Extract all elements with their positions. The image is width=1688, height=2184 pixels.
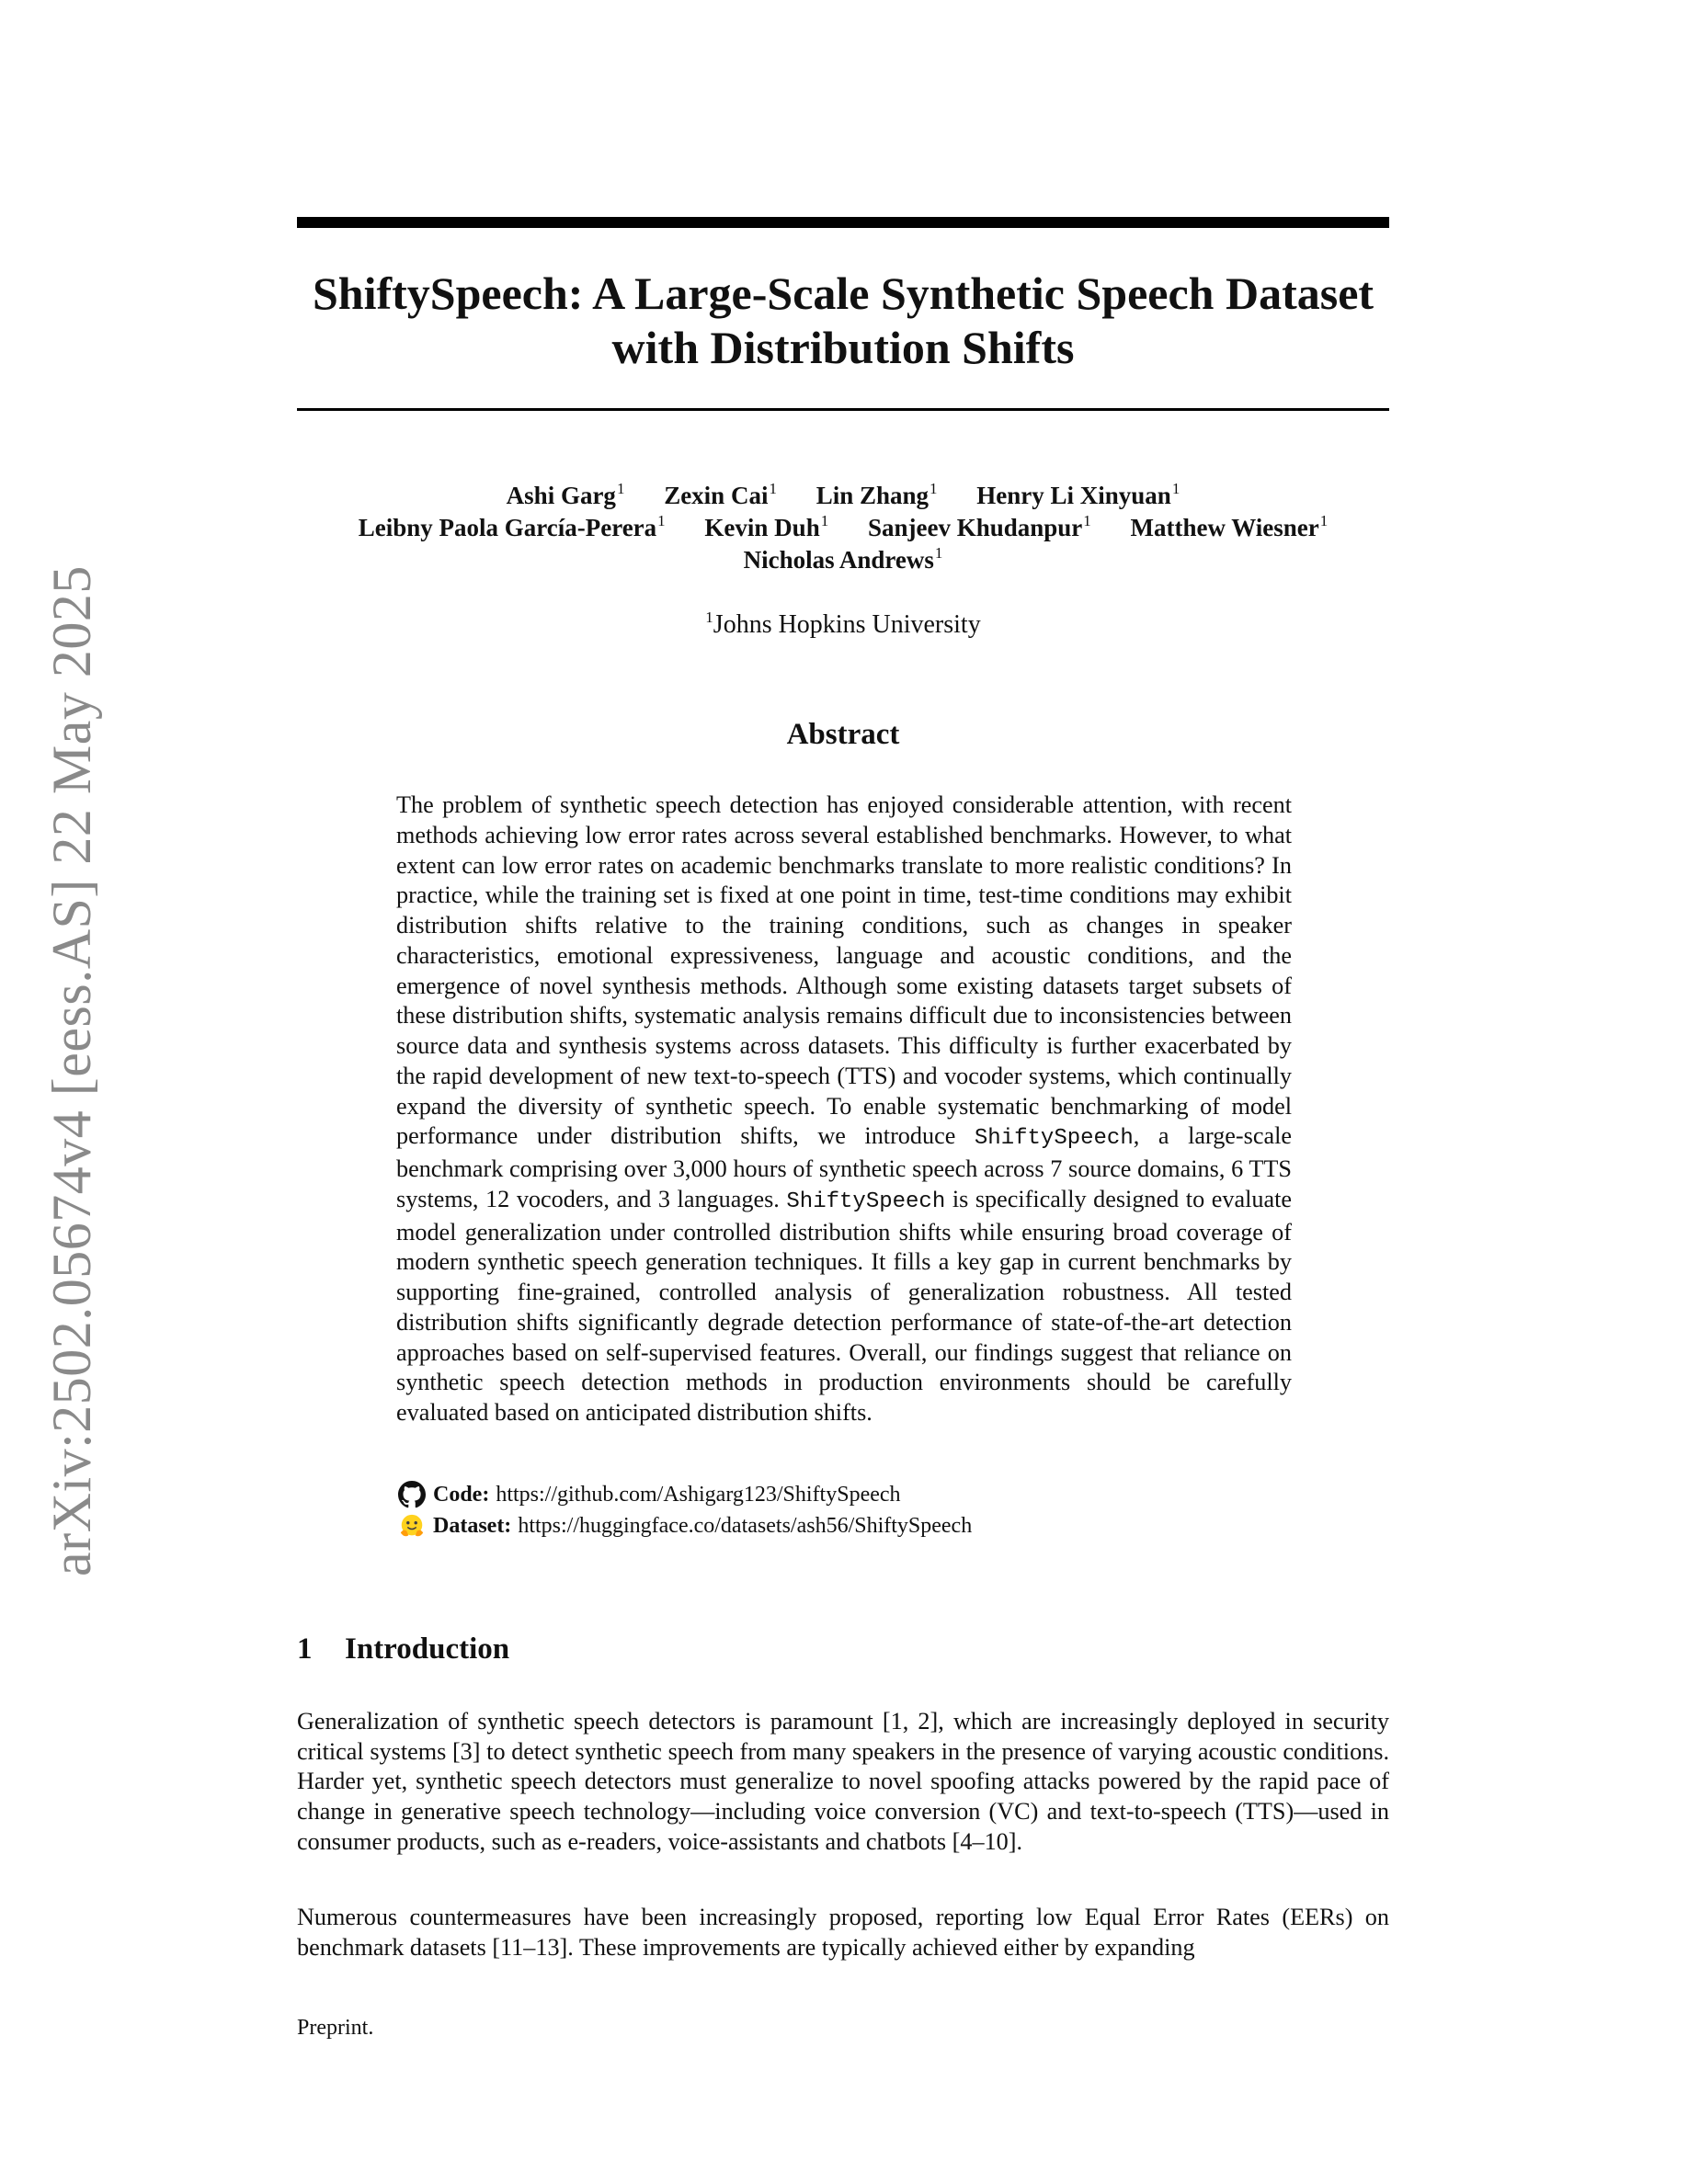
code-url-link[interactable]: https://github.com/Ashigarg123/ShiftySpeech <box>496 1483 901 1507</box>
huggingface-icon <box>398 1512 426 1540</box>
title-line-2: with Distribution Shifts <box>611 322 1075 373</box>
author: Ashi Garg$^1$ <box>506 480 625 509</box>
author-line-2 <box>297 512 1389 544</box>
dataset-url-link[interactable]: https://huggingface.co/datasets/ash56/ShiftySpeech <box>518 1514 973 1538</box>
author: Zexin Cai$^1$ <box>664 480 777 509</box>
preprint-footer: Preprint. <box>297 2016 374 2040</box>
dataset-name: ShiftySpeech <box>786 1189 946 1214</box>
title-bottom-rule <box>297 408 1389 411</box>
arxiv-stamp: arXiv:2502.05674v4 [eess.AS] 22 May 2025 <box>41 565 102 1576</box>
abstract-heading: Abstract <box>786 718 900 751</box>
author: Sanjeev Khudanpur$^1$ <box>867 512 1091 541</box>
code-label: Code: <box>433 1483 490 1507</box>
author: Leibny Paola García-Perera$^1$ <box>358 512 666 541</box>
intro-paragraph-2: Numerous countermeasures have been increasingly proposed, reporting low Equal Error Rates (EERs) on benchmark datasets [11–13]. These improvements are typically achieved either by expanding <box>297 1904 1389 1961</box>
dataset-label: Dataset: <box>433 1514 512 1538</box>
author: Lin Zhang$^1$ <box>815 480 938 509</box>
paper-title <box>297 267 1389 375</box>
intro-paragraph-1: Generalization of synthetic speech detectors is paramount [1, 2], which are increasingly deployed in security critical systems [3] to detect synthetic speech from many speakers in the presence of varying acoustic conditions. Harder yet, synthetic speech detectors must generalize to novel spoofing attacks powered by the rapid pace of change in generative speech technology—including voice conversion (VC) and text-to-speech (TTS)—used in consumer products, such as e-readers, voice-assistants and chatbots [4–10]. <box>297 1708 1389 1855</box>
author-line-3 <box>297 544 1389 576</box>
abstract-body: The problem of synthetic speech detection has enjoyed considerable attention, with recent methods achieving low error rates across several established benchmarks. However, to what extent can low error rates on academic benchmarks translate to more realistic conditions? In practice, while the training set is fixed at one point in time, test-time conditions may exhibit distribution shifts relative to the training conditions, such as changes in speaker characteristics, emotional expressiveness, language and acoustic conditions, and the emergence of novel synthesis methods. Although some existing datasets target subsets of these distribution shifts, systematic analysis remains difficult due to inconsistencies between source data and synthesis systems across datasets. This difficulty is further exacerbated by the rapid development of new text-to-speech (TTS) and vocoder systems, which continually expand the diversity of synthetic speech. To enable systematic benchmarking of model performance under distribution shifts, we introduce ShiftySpeech, a large-scale benchmark comprising over 3,000 hours of synthetic speech across 7 source domains, 6 TTS systems, 12 vocoders, and 3 languages. ShiftySpeech is specifically designed to evaluate model generalization under controlled distribution shifts while ensuring broad coverage of modern synthetic speech generation techniques. It fills a key gap in current benchmarks by supporting fine-grained, controlled analysis of generalization robustness. All tested distribution shifts significantly degrade detection performance of state-of-the-art detection approaches based on self-supervised features. Overall, our findings suggest that reliance on synthetic speech detection methods in production environments should be carefully evaluated based on anticipated distribution shifts. <box>396 791 1292 1426</box>
title-top-rule <box>297 217 1389 228</box>
author-line-1 <box>297 480 1389 512</box>
github-icon <box>398 1481 426 1508</box>
dataset-link-row <box>398 1510 972 1541</box>
author: Matthew Wiesner$^1$ <box>1130 512 1329 541</box>
author: Henry Li Xinyuan$^1$ <box>976 480 1180 509</box>
affiliation: $^1$Johns Hopkins University <box>705 609 981 639</box>
author: Kevin Duh$^1$ <box>704 512 829 541</box>
code-link-row <box>398 1479 901 1510</box>
dataset-name: ShiftySpeech <box>974 1126 1134 1152</box>
title-line-1: ShiftySpeech: A Large-Scale Synthetic Speech Dataset <box>312 267 1374 319</box>
section-heading-introduction: 1 Introduction <box>297 1632 510 1666</box>
author-list <box>297 480 1389 576</box>
author: Nicholas Andrews$^1$ <box>743 544 943 574</box>
